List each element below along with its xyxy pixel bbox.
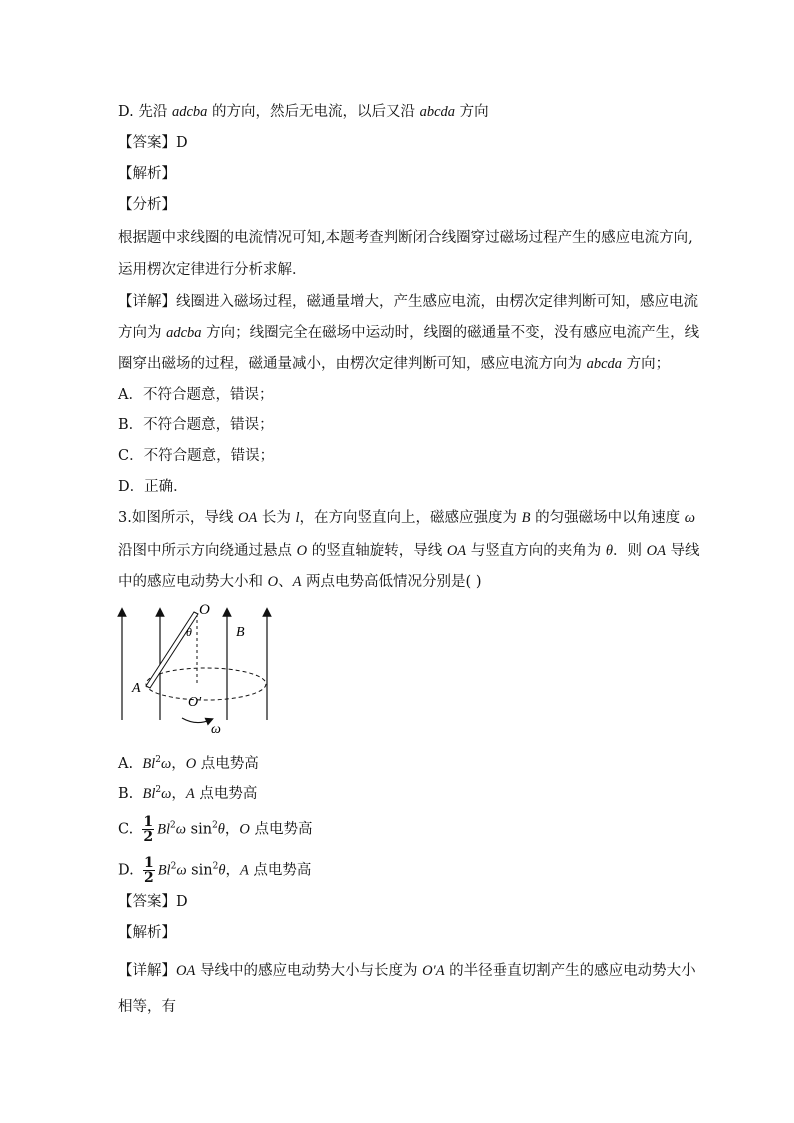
question-3-line-2: 沿图中所示方向绕通过悬点 O 的竖直轴旋转，导线 OA 与竖直方向的夹角为 θ．则 OA 导线 [118,543,700,559]
option-c: C. $\frac{1}{2}$ Bl$^2$ω $\sin^2\theta$，O 点电势高 [118,814,313,845]
option-d-judgement: D．正确． [118,479,188,495]
analysis-label: 【解析】 [118,166,176,182]
label-o-prime: O′ [188,695,202,710]
question-3-line-3: 中的感应电动势大小和 O、A 两点电势高低情况分别是( ) [118,574,482,590]
rotating-wire-figure [110,600,280,735]
analysis-text-2: 运用楞次定律进行分析求解． [118,262,307,278]
question-3-line-1: 3.如图所示，导线 OA 长为 l，在方向竖直向上，磁感应强度为 B 的匀强磁场中以角速度 ω [118,510,695,526]
detail-text-q3-1: 【详解】OA 导线中的感应电动势大小与长度为 O′A 的半径垂直切割产生的感应电动势大小 [118,963,696,979]
option-a: A. Bl$^2$ω，O 点电势高 [118,755,259,772]
option-b-judgement: B．不符合题意，错误； [118,417,274,433]
label-a: A [132,681,141,696]
option-d: D. $\frac{1}{2}$ Bl$^2$ω $\sin^2\theta$，A 点电势高 [118,855,312,886]
option-b: B. Bl$^2$ω，A 点电势高 [118,785,258,802]
analysis-label-2: 【解析】 [118,925,176,941]
option-a-judgement: A．不符合题意，错误； [118,387,274,403]
answer-label: 【答案】D [118,135,188,151]
option-d-line: D. 先沿 adcba 的方向，然后无电流，以后又沿 abcda 方向 [118,104,489,120]
label-b: B [236,625,245,640]
fraction-half: $\frac{1}{2}$ [143,814,154,845]
detail-text-3: 圈穿出磁场的过程，磁通量减小，由楞次定律判断可知，感应电流方向为 abcda 方向； [118,356,671,372]
fenxi-label: 【分析】 [118,197,176,213]
analysis-text-1: 根据题中求线圈的电流情况可知,本题考查判断闭合线圈穿过磁场过程产生的感应电流方向, [118,230,693,246]
omega-arrow [182,718,210,723]
fraction-half: $\frac{1}{2}$ [143,855,154,886]
option-c-judgement: C．不符合题意，错误； [118,448,275,464]
detail-text-1: 【详解】线圈进入磁场过程，磁通量增大，产生感应电流，由楞次定律判断可知，感应电流 [118,294,698,310]
label-theta: θ [186,625,192,639]
detail-text-2: 方向为 adcba 方向；线圈完全在磁场中运动时，线圈的磁通量不变，没有感应电流产生，线 [118,325,700,341]
rotation-circle [146,668,266,700]
label-omega: ω [211,722,221,735]
detail-text-q3-2: 相等，有 [118,999,176,1015]
label-o: O [199,602,210,618]
wire-oa [146,612,198,688]
answer-label-2: 【答案】D [118,894,188,910]
